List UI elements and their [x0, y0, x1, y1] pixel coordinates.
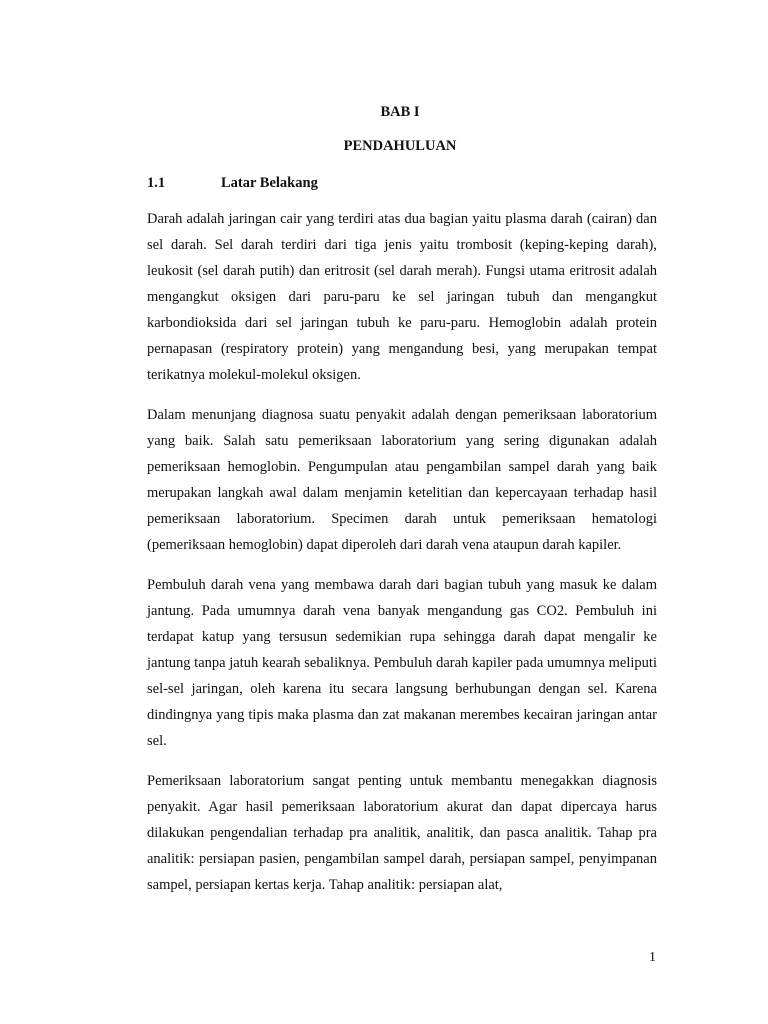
paragraph: Pemeriksaan laboratorium sangat penting untuk membantu menegakkan diagnosis penyakit. Agar hasil pemeriksaan laboratorium akurat dan dapat dipercaya harus dilakukan pengendalian terhadap pra analitik, analitik, dan pasca analitik. Tahap pra analitik: persiapan pasien, pengambilan sampel darah, persiapan sampel, penyimpanan sampel, persiapan kertas kerja. Tahap analitik: persiapan alat, [147, 773, 657, 893]
paragraph: Pembuluh darah vena yang membawa darah dari bagian tubuh yang masuk ke dalam jantung. Pada umumnya darah vena banyak mengandung gas CO2. Pembuluh ini terdapat katup yang tersusun sedemikian rupa sehingga darah dapat mengalir ke jantung tanpa jatuh kearah sebaliknya. Pembuluh darah kapiler pada umumnya meliputi sel-sel jaringan, oleh karena itu secara langsung berhubungan dengan sel. Karena dindingnya yang tipis maka plasma dan zat makanan merembes kecairan jaringan antar sel. [147, 577, 657, 749]
section-number: 1.1 [147, 175, 166, 191]
section-title: Latar Belakang [221, 175, 318, 191]
section-heading [147, 175, 318, 192]
page-number: 1 [649, 950, 656, 965]
body-text [147, 206, 657, 912]
paragraph: Dalam menunjang diagnosa suatu penyakit adalah dengan pemeriksaan laboratorium yang baik. Salah satu pemeriksaan laboratorium yang sering digunakan adalah pemeriksaan hemoglobin. Pengumpulan atau pengambilan sampel darah yang baik merupakan langkah awal dalam menjamin ketelitian dan kepercayaan terhadap hasil pemeriksaan laboratorium. Specimen darah untuk pemeriksaan hematologi (pemeriksaan hemoglobin) dapat diperoleh dari darah vena ataupun darah kapiler. [147, 407, 657, 553]
chapter-title: PENDAHULUAN [343, 138, 457, 154]
chapter-number: BAB I [380, 104, 420, 120]
paragraph: Darah adalah jaringan cair yang terdiri atas dua bagian yaitu plasma darah (cairan) dan sel darah. Sel darah terdiri dari tiga jenis yaitu trombosit (keping-keping darah), leukosit (sel darah putih) dan eritrosit (sel darah merah). Fungsi utama eritrosit adalah mengangkut oksigen dari paru-paru ke sel jaringan tubuh dan mengangkut karbondioksida dari sel jaringan tubuh ke paru-paru. Hemoglobin adalah protein pernapasan (respiratory protein) yang mengandung besi, yang merupakan tempat terikatnya molekul-molekul oksigen. [147, 211, 657, 383]
